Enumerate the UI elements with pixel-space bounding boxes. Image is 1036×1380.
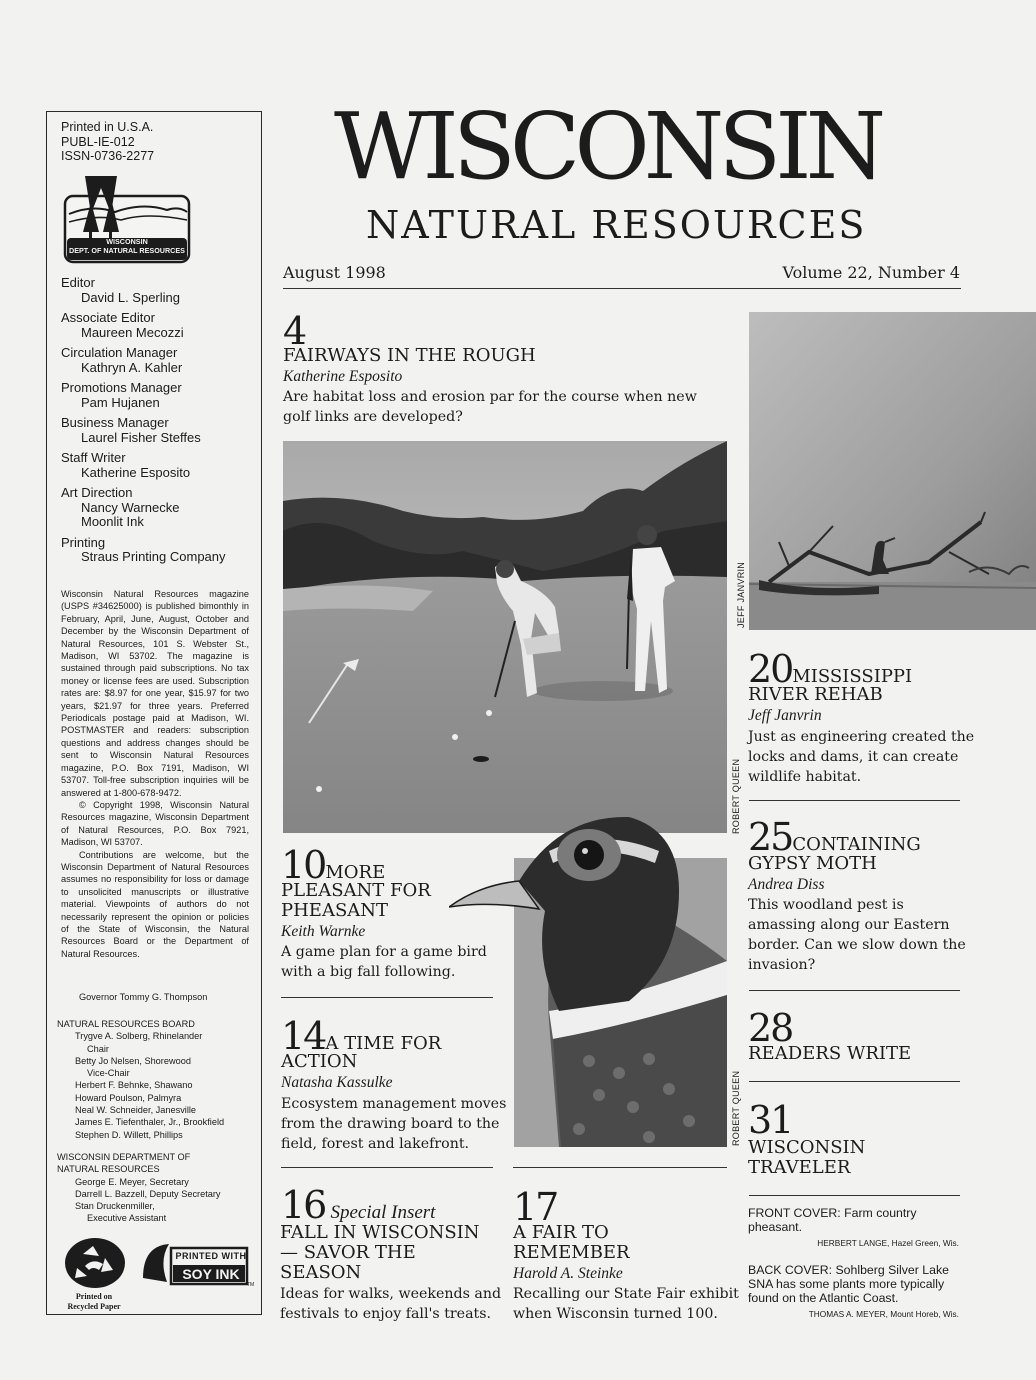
article-page-number: 31	[748, 1098, 793, 1142]
article-description: border. Can we slow down the	[748, 937, 966, 953]
article-page-number: 4	[283, 309, 306, 353]
article-page-number: 17	[513, 1185, 558, 1229]
staff-role: Printing	[61, 534, 106, 550]
article-25	[748, 815, 921, 859]
soy-ink-label: SOY INK	[182, 1266, 240, 1282]
article-title: WISCONSIN	[748, 1137, 866, 1158]
article-20	[748, 647, 913, 691]
staff-entry	[61, 536, 257, 565]
article-description: locks and dams, it can create	[748, 749, 959, 765]
article-10	[281, 843, 386, 887]
article-title: PHEASANT	[281, 900, 389, 921]
article-page-number: 16	[281, 1183, 326, 1227]
article-description: when Wisconsin turned 100.	[513, 1306, 718, 1322]
article-author: Natasha Kassulke	[281, 1074, 393, 1091]
back-cover-credit: THOMAS A. MEYER, Mount Horeb, Wis.	[808, 1309, 959, 1319]
dept-title: Executive Assistant	[87, 1213, 167, 1224]
article-description: Recalling our State Fair exhibit	[513, 1286, 739, 1302]
board-title: Chair	[87, 1043, 109, 1054]
soy-ink-label-top: PRINTED WITH	[175, 1251, 247, 1261]
front-cover-caption: FRONT COVER: Farm country pheasant.	[748, 1206, 917, 1234]
contributions-notice: Contributions are welcome, but the Wisconsin Department of Natural Resources assumes no responsibility for loss or damage to unsolicited manuscripts or illustrative material. Viewpoints of authors do not necessarily represent the opinion or policies of the State of Wisconsin, the Natural Resources Board or the Department of Natural Resources.	[61, 849, 249, 959]
divider	[749, 990, 960, 991]
article-author: Keith Warnke	[281, 923, 366, 940]
article-title: GYPSY MOTH	[748, 853, 877, 874]
dept-heading: NATURAL RESOURCES	[57, 1164, 160, 1175]
staff-role: Business Manager	[61, 415, 169, 430]
soy-ink-icon	[139, 1238, 251, 1290]
photo-credit: JEFF JANVRIN	[736, 561, 746, 628]
dept-member: Darrell L. Bazzell, Deputy Secretary	[75, 1188, 221, 1199]
back-cover-caption: BACK COVER: Sohlberg Silver Lake SNA has some plants more typically found on the Atlantic Coast.	[748, 1263, 949, 1305]
recycled-label: Printed on Recycled Paper	[67, 1292, 121, 1311]
article-description: from the drawing board to the	[281, 1116, 500, 1132]
article-description: A game plan for a game bird	[281, 944, 487, 960]
staff-name: Moonlit Ink	[81, 514, 144, 529]
issue-volume: Volume 22, Number 4	[782, 263, 960, 282]
article-author: Andrea Diss	[748, 876, 825, 893]
magazine-subtitle: NATURAL RESOURCES	[366, 203, 867, 247]
article-description: This woodland pest is	[748, 897, 904, 913]
magazine-title: WISCONSIN	[334, 93, 881, 200]
photo-credit: ROBERT QUEEN	[731, 758, 741, 834]
article-14	[281, 1014, 442, 1058]
article-description: Ideas for walks, weekends and	[280, 1286, 502, 1302]
staff-entry	[61, 451, 257, 480]
copyright-notice: © Copyright 1998, Wisconsin Natural Resources magazine, Wisconsin Department of Natural Resources, P.O. Box 7921, Madison, WI 53707.	[61, 799, 249, 848]
publication-statement: Wisconsin Natural Resources magazine (USPS #34625000) is published bimonthly in February, April, June, August, October and December by the Wisconsin Department of Natural Resources, 101 S. Webster St., Madison, WI 53702. The magazine is sustained through paid subscriptions. No tax money or license fees are used. Subscription rates are: $8.97 for one year, $15.97 for two years, $21.97 for three years. Preferred Periodicals postage paid at Madison, WI. POSTMASTER and readers: subscription questions and address changes should be sent to Wisconsin Natural Resources magazine, P.O. Box 7191, Madison, WI 53707. Toll-free subscription inquiries will be answered at 1-800-678-9472.	[61, 589, 249, 798]
staff-role: Editor	[61, 275, 95, 290]
article-description: wildlife habitat.	[748, 769, 862, 785]
divider	[513, 1167, 727, 1168]
board-title: Vice-Chair	[87, 1068, 130, 1079]
dept-heading: WISCONSIN DEPARTMENT OF	[57, 1151, 191, 1162]
article-page-number: 14	[281, 1014, 326, 1058]
article-title: ACTION	[281, 1051, 358, 1072]
board-listing	[57, 1018, 253, 1225]
article-description: field, forest and lakefront.	[281, 1136, 470, 1152]
board-member: Herbert F. Behnke, Shawano	[75, 1080, 193, 1091]
staff-name: Laurel Fisher Steffes	[81, 429, 201, 445]
front-cover-credit: HERBERT LANGE, Hazel Green, Wis.	[817, 1238, 959, 1248]
article-title: FALL IN WISCONSIN	[280, 1222, 480, 1243]
print-country: Printed in U.S.A.	[61, 120, 154, 134]
board-member: James E. Tiefenthaler, Jr., Brookfield	[75, 1117, 225, 1128]
staff-name: Kathryn A. Kahler	[81, 359, 183, 375]
golf-photo	[283, 441, 727, 833]
staff-list	[61, 276, 257, 565]
special-insert-label: Special Insert	[330, 1202, 436, 1223]
article-title: A TIME FOR	[325, 1033, 442, 1054]
board-member: Betty Jo Nelsen, Shorewood	[75, 1055, 191, 1066]
staff-name: Katherine Esposito	[81, 464, 191, 480]
publication-info	[61, 588, 249, 960]
article-description: with a big fall following.	[281, 964, 456, 980]
masthead-box	[46, 111, 262, 1315]
article-description: festivals to enjoy fall's treats.	[280, 1306, 492, 1322]
board-member: Neal W. Schneider, Janesville	[75, 1105, 197, 1116]
article-title: — SAVOR THE	[280, 1242, 416, 1263]
article-description: Just as engineering created the	[748, 729, 975, 745]
staff-entry	[61, 311, 257, 340]
staff-name: Maureen Mecozzi	[81, 324, 184, 340]
article-description: invasion?	[748, 957, 816, 973]
article-title: SEASON	[280, 1262, 362, 1283]
article-title: REMEMBER	[513, 1242, 630, 1263]
staff-role: Associate Editor	[61, 310, 155, 325]
staff-role: Art Direction	[61, 485, 133, 500]
article-title: MORE	[325, 862, 386, 883]
board-member: Howard Poulson, Palmyra	[75, 1092, 182, 1103]
board-heading: NATURAL RESOURCES BOARD	[57, 1019, 195, 1029]
dnr-logo-text: WISCONSIN DEPT. OF NATURAL RESOURCES	[69, 237, 185, 255]
staff-role: Staff Writer	[61, 450, 126, 465]
divider	[281, 1167, 493, 1168]
print-info	[61, 120, 154, 164]
article-title: RIVER REHAB	[748, 684, 883, 705]
staff-role: Promotions Manager	[61, 380, 182, 395]
article-description: Are habitat loss and erosion par for the course when new golf links are developed?	[283, 389, 697, 425]
divider	[749, 800, 960, 801]
staff-entry	[61, 276, 257, 305]
board-member: Trygve A. Solberg, Rhinelander	[75, 1031, 203, 1042]
header-rule	[283, 288, 961, 289]
article-title: PLEASANT FOR	[281, 880, 431, 901]
issn: ISSN-0736-2277	[61, 149, 155, 163]
staff-entry	[61, 416, 257, 445]
article-author: Katherine Esposito	[283, 368, 403, 385]
divider	[281, 997, 493, 998]
photo-credit: ROBERT QUEEN	[731, 1070, 741, 1146]
article-page-number: 25	[748, 815, 793, 859]
staff-entry	[61, 381, 257, 410]
article-description: Ecosystem management moves	[281, 1096, 507, 1112]
heron-photo	[749, 312, 1036, 630]
board-member: Stephen D. Willett, Phillips	[75, 1129, 183, 1140]
staff-name: Straus Printing Company	[81, 549, 226, 564]
staff-name: David L. Sperling	[81, 289, 180, 305]
dept-member: Stan Druckenmiller,	[75, 1201, 155, 1212]
article-description: amassing along our Eastern	[748, 917, 950, 933]
staff-name: Nancy Warnecke	[81, 499, 180, 515]
article-page-number: 10	[281, 843, 326, 887]
article-title: READERS WRITE	[748, 1043, 912, 1064]
article-title: TRAVELER	[748, 1157, 851, 1178]
article-16	[281, 1183, 436, 1227]
article-author: Jeff Janvrin	[748, 707, 822, 724]
governor-line: Governor Tommy G. Thompson	[79, 992, 208, 1002]
divider	[749, 1081, 960, 1082]
article-page-number: 20	[748, 647, 793, 691]
staff-name: Pam Hujanen	[81, 394, 160, 410]
staff-role: Circulation Manager	[61, 345, 178, 360]
article-page-number: 28	[748, 1006, 793, 1050]
staff-entry	[61, 346, 257, 375]
article-title: CONTAINING	[792, 834, 921, 855]
article-title: FAIRWAYS IN THE ROUGH	[283, 345, 536, 366]
article-author: Harold A. Steinke	[513, 1265, 623, 1282]
recycled-icon	[63, 1236, 127, 1290]
divider	[749, 1195, 960, 1196]
soy-ink-trademark: TM	[247, 1282, 255, 1288]
publication-code: PUBL-IE-012	[61, 134, 135, 149]
article-title: MISSISSIPPI	[792, 666, 913, 687]
staff-entry	[61, 486, 257, 530]
issue-date: August 1998	[283, 263, 386, 282]
article-title: A FAIR TO	[513, 1222, 609, 1243]
dept-member: George E. Meyer, Secretary	[75, 1176, 189, 1187]
